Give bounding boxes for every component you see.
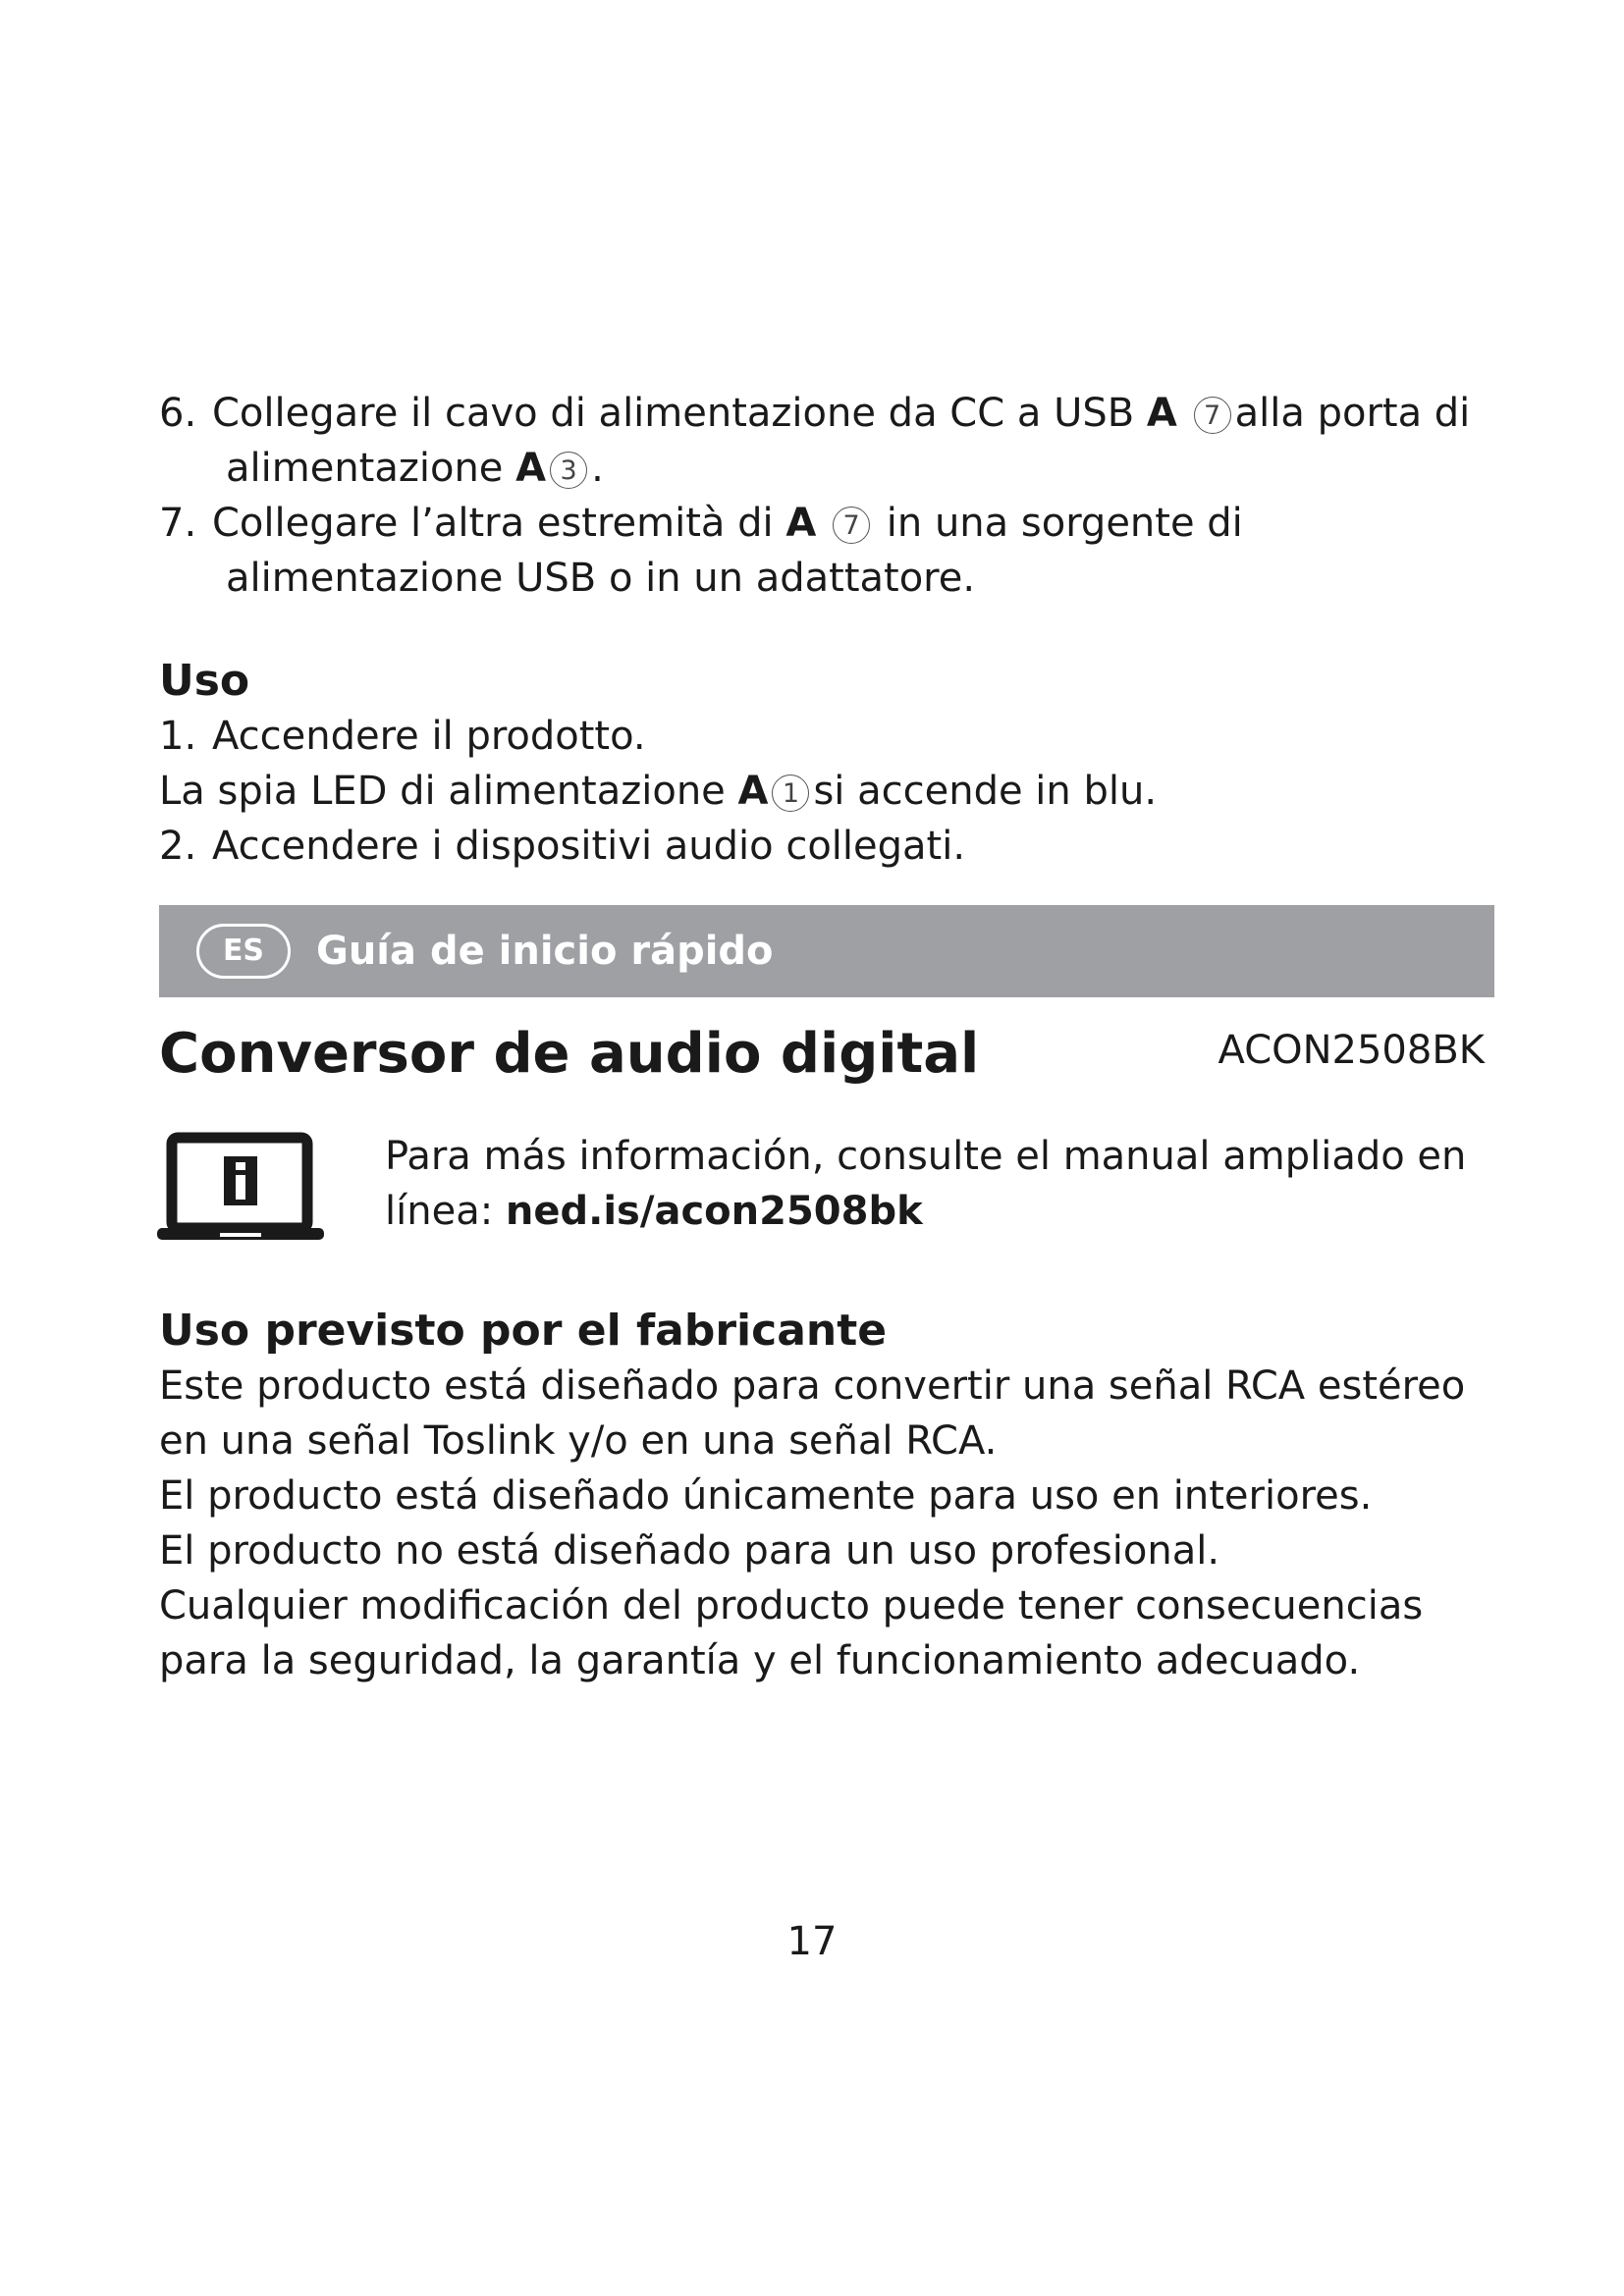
intended-use-line: El producto está diseñado únicamente para uso en interiores. xyxy=(159,1473,1373,1519)
part-ref: A xyxy=(737,769,769,814)
intended-use-line: Este producto está diseñado para convertir una señal RCA estéreo xyxy=(159,1363,1466,1409)
part-number-badge: 7 xyxy=(833,507,870,544)
part-number-badge: 1 xyxy=(772,774,809,812)
laptop-info-icon xyxy=(157,1132,324,1246)
step-text: Collegare il cavo di alimentazione da CC a USB xyxy=(212,391,1147,436)
step-number: 1. xyxy=(159,714,197,759)
step-text: in una sorgente di xyxy=(886,501,1243,546)
info-label: línea: xyxy=(385,1189,506,1234)
step-number: 7. xyxy=(159,501,197,546)
part-ref: A xyxy=(1146,391,1177,436)
intended-use-line: El producto no está diseñado para un uso profesional. xyxy=(159,1528,1220,1574)
product-code: ACON2508BK xyxy=(1218,1028,1485,1073)
part-ref: A xyxy=(785,501,817,546)
uso-step-1 xyxy=(159,709,1494,764)
step-text: Accendere i dispositivi audio collegati. xyxy=(212,824,966,869)
page-number: 17 xyxy=(786,1919,838,1964)
uso-heading: Uso xyxy=(159,656,250,706)
intended-use-line: Cualquier modificación del producto puede tener consecuencias xyxy=(159,1583,1424,1629)
step-text: alimentazione xyxy=(226,446,516,491)
led-text: La spia LED di alimentazione xyxy=(159,769,738,814)
step-6-continued xyxy=(159,441,1494,496)
step-number: 6. xyxy=(159,391,197,436)
language-banner xyxy=(159,905,1494,997)
product-title: Conversor de audio digital xyxy=(159,1022,980,1086)
part-number-badge: 7 xyxy=(1194,397,1231,434)
step-text: . xyxy=(591,446,604,491)
manual-link[interactable]: ned.is/acon2508bk xyxy=(505,1189,923,1234)
led-note xyxy=(159,764,1494,819)
uso-section xyxy=(159,654,1494,874)
step-number: 2. xyxy=(159,824,197,869)
part-number-badge: 3 xyxy=(550,452,587,489)
connection-steps xyxy=(159,386,1494,606)
intended-use-section xyxy=(159,1304,1494,1688)
step-6 xyxy=(159,386,1494,441)
step-7-continued: alimentazione USB o in un adattatore. xyxy=(226,556,976,601)
intended-use-line: en una señal Toslink y/o en una señal RCA. xyxy=(159,1418,998,1464)
language-badge: ES xyxy=(196,924,291,979)
intended-use-heading: Uso previsto por el fabricante xyxy=(159,1306,888,1356)
step-text: Accendere il prodotto. xyxy=(212,714,646,759)
banner-title: Guía de inicio rápido xyxy=(316,929,774,974)
more-info-text xyxy=(385,1129,1494,1239)
step-text: Collegare l’altra estremità di xyxy=(212,501,786,546)
step-7 xyxy=(159,496,1494,551)
led-text: si accende in blu. xyxy=(813,769,1158,814)
part-ref: A xyxy=(515,446,547,491)
intended-use-line: para la seguridad, la garantía y el funcionamiento adecuado. xyxy=(159,1638,1361,1683)
info-line-2 xyxy=(385,1184,1494,1239)
uso-step-2 xyxy=(159,819,1494,874)
step-text: alla porta di xyxy=(1234,391,1471,436)
info-line-1: Para más información, consulte el manual ampliado en xyxy=(385,1134,1467,1179)
